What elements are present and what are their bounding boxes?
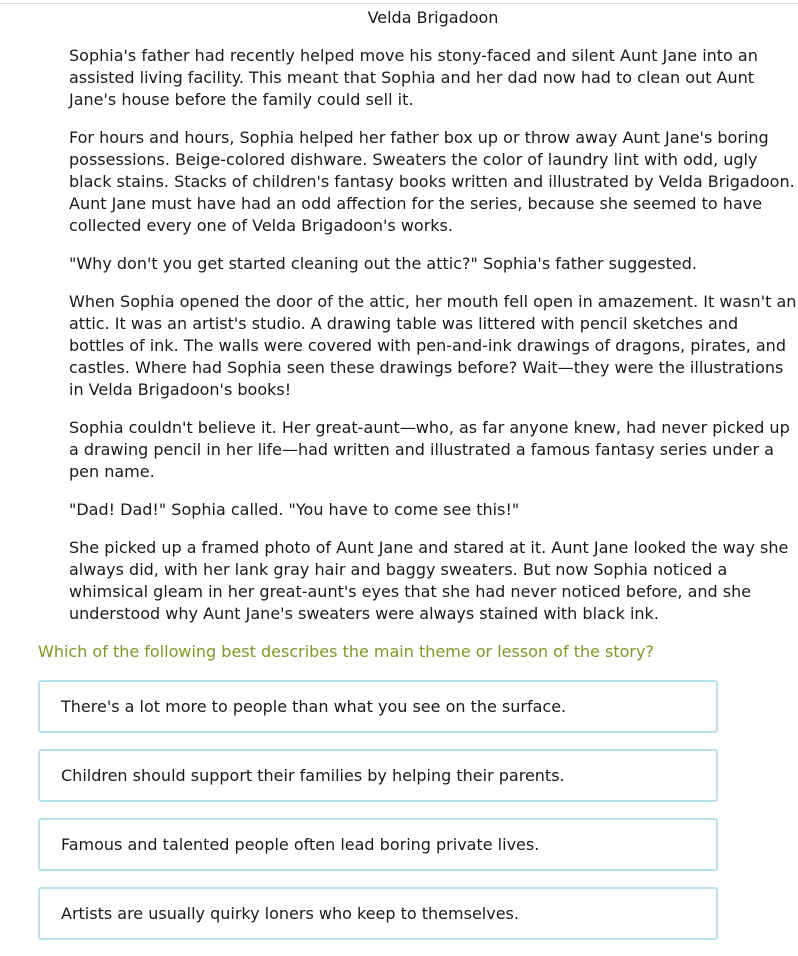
answer-option-1[interactable]: There's a lot more to people than what you see on the surface. (38, 680, 718, 733)
paragraph: For hours and hours, Sophia helped her father box up or throw away Aunt Jane's boring possessions. Beige-colored dishware. Sweaters the color of laundry lint with odd, ugly black stains. Stacks of children's fantasy books written and illustrated by Velda Brigadoon. Aunt Jane must have had an odd affection for the series, because she seemed to have collected every one of Velda Brigadoon's works. (69, 128, 795, 235)
answer-option-4[interactable]: Artists are usually quirky loners who keep to themselves. (38, 887, 718, 940)
passage-title: Velda Brigadoon (367, 8, 499, 27)
answer-option-3[interactable]: Famous and talented people often lead boring private lives. (38, 818, 718, 871)
paragraph: Sophia couldn't believe it. Her great-aunt—who, as far anyone knew, had never picked up a drawing pencil in her life—had written and illustrated a famous fantasy series under a pen name. (69, 418, 790, 481)
paragraph: "Why don't you get started cleaning out the attic?" Sophia's father suggested. (69, 254, 697, 273)
question-prompt: Which of the following best describes the main theme or lesson of the story? (38, 642, 654, 661)
paragraph: Sophia's father had recently helped move his stony-faced and silent Aunt Jane into an assisted living facility. This meant that Sophia and her dad now had to clean out Aunt Jane's house before the family could sell it. (69, 46, 758, 109)
answer-option-2[interactable]: Children should support their families by helping their parents. (38, 749, 718, 802)
paragraph: When Sophia opened the door of the attic, her mouth fell open in amazement. It wasn't an attic. It was an artist's studio. A drawing table was littered with pencil sketches and bottles of ink. The walls were covered with pen-and-ink drawings of dragons, pirates, and castles. Where had Sophia seen these drawings before? Wait—they were the illustrations in Velda Brigadoon's books! (69, 292, 797, 399)
passage (69, 45, 798, 641)
answer-options (38, 680, 718, 956)
top-divider (0, 3, 798, 4)
paragraph: "Dad! Dad!" Sophia called. "You have to come see this!" (69, 500, 520, 519)
paragraph: She picked up a framed photo of Aunt Jane and stared at it. Aunt Jane looked the way she always did, with her lank gray hair and baggy sweaters. But now Sophia noticed a whimsical gleam in her great-aunt's eyes that she had never noticed before, and she understood why Aunt Jane's sweaters were always stained with black ink. (69, 538, 789, 623)
